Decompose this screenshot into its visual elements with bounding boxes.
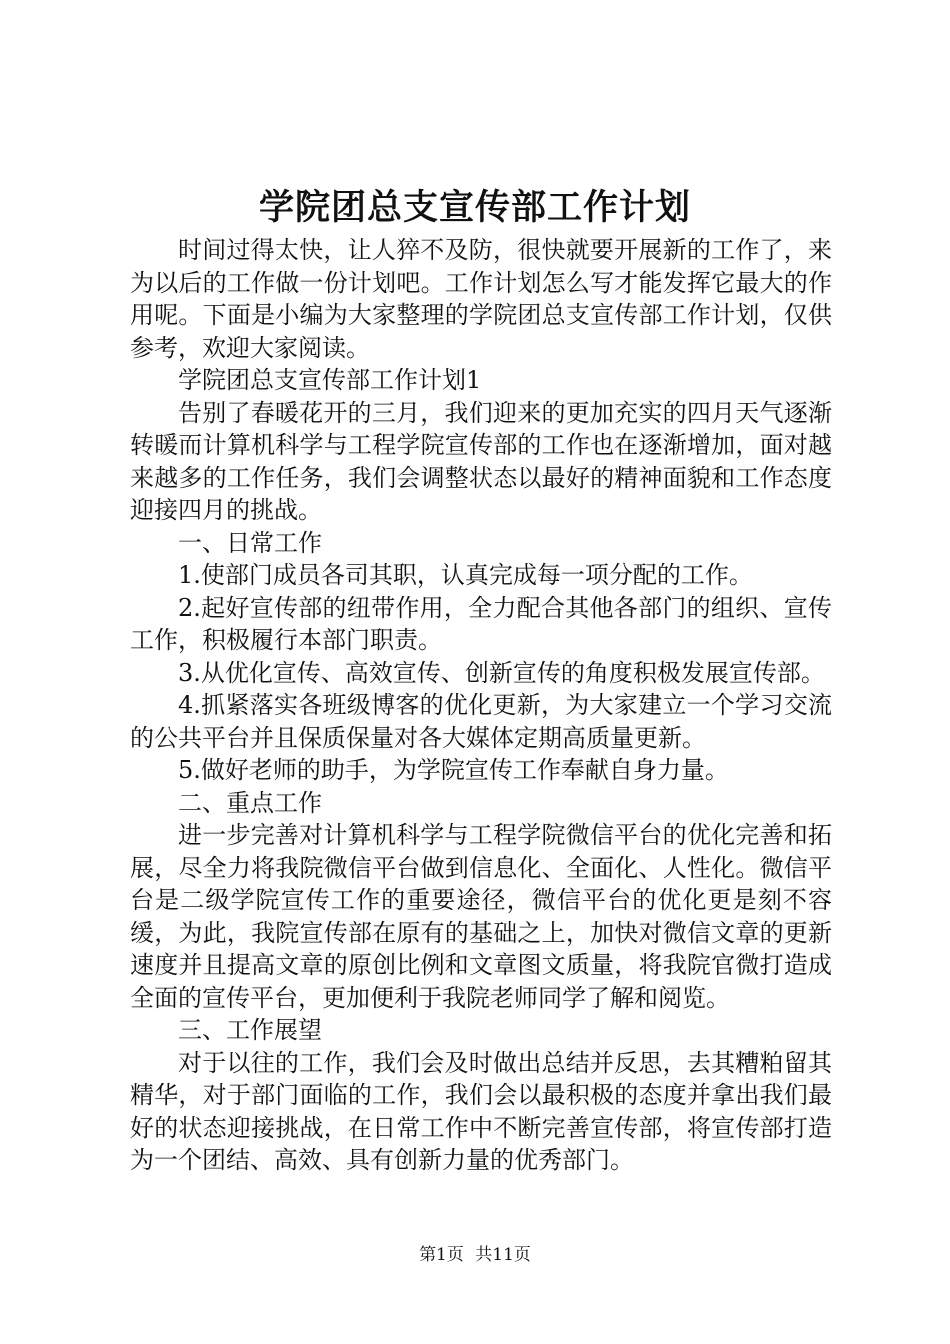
- daily-item-1: 1.使部门成员各司其职，认真完成每一项分配的工作。: [178, 561, 753, 589]
- page-number: 第1页: [419, 1245, 464, 1265]
- page-footer: [0, 1242, 950, 1268]
- intro-paragraph: 时间过得太快，让人猝不及防，很快就要开展新的工作了，来为以后的工作做一份计划吧。工作计划怎么写才能发挥它最大的作用呢。下面是小编为大家整理的学院团总支宣传部工作计划，仅供参考，欢迎大家阅读。: [130, 236, 832, 362]
- document-body: [130, 234, 832, 1177]
- daily-item-5: 5.做好老师的助手，为学院宣传工作奉献自身力量。: [178, 756, 729, 784]
- daily-item-3: 3.从优化宣传、高效宣传、创新宣传的角度积极发展宣传部。: [178, 658, 825, 687]
- daily-item-4: 4.抓紧落实各班级博客的优化更新，为大家建立一个学习交流的公共平台并且保质保量对各大媒体定期高质量更新。: [130, 691, 832, 752]
- plan-intro-paragraph: 告别了春暖花开的三月，我们迎来的更加充实的四月天气逐渐转暖而计算机科学与工程学院宣传部的工作也在逐渐增加，面对越来越多的工作任务，我们会调整状态以最好的精神面貌和工作态度迎接四月的挑战。: [130, 398, 832, 524]
- section-heading-daily-work: 一、日常工作: [178, 528, 322, 557]
- outlook-paragraph: 对于以往的工作，我们会及时做出总结并反思，去其糟粕留其精华，对于部门面临的工作，我们会以最积极的态度并拿出我们最好的状态迎接挑战，在日常工作中不断完善宣传部，将宣传部打造为一个团结、高效、具有创新力量的优秀部门。: [130, 1048, 832, 1174]
- daily-item-2: 2.起好宣传部的纽带作用，全力配合其他各部门的组织、宣传工作，积极履行本部门职责。: [130, 593, 832, 654]
- plan-heading: 学院团总支宣传部工作计划1: [178, 366, 482, 394]
- section-heading-key-work: 二、重点工作: [178, 788, 322, 817]
- document-title: 学院团总支宣传部工作计划: [258, 187, 691, 228]
- section-heading-outlook: 三、工作展望: [178, 1016, 322, 1044]
- page-total: 共11页: [475, 1245, 531, 1265]
- key-work-paragraph: 进一步完善对计算机科学与工程学院微信平台的优化完善和拓展，尽全力将我院微信平台做到信息化、全面化、人性化。微信平台是二级学院宣传工作的重要途径，微信平台的优化更是刻不容缓，为此，我院宣传部在原有的基础之上，加快对微信文章的更新速度并且提高文章的原创比例和文章图文质量，将我院官微打造成全面的宣传平台，更加便利于我院老师同学了解和阅览。: [130, 821, 832, 1012]
